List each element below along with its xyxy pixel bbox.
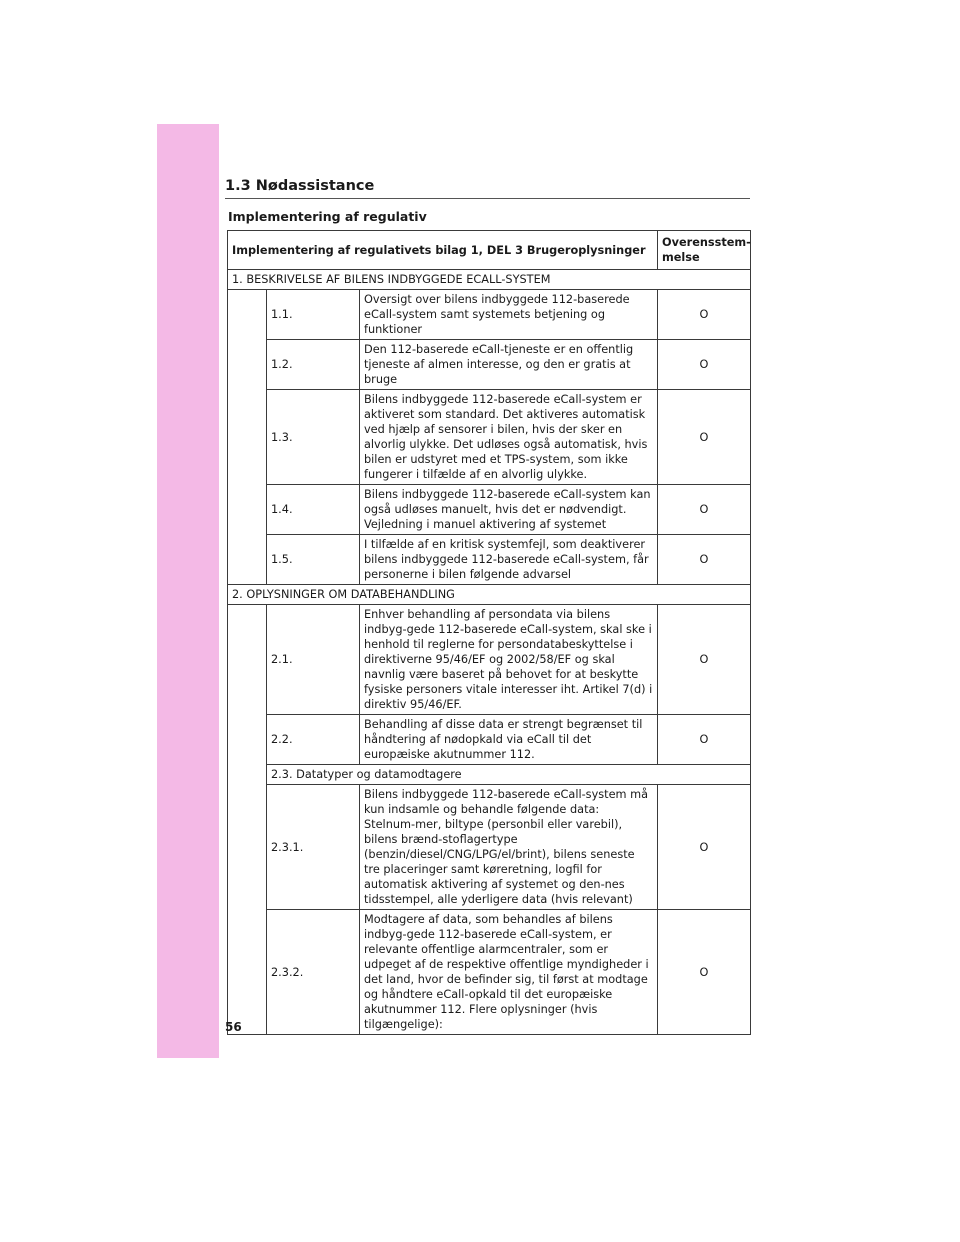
row-compliance: O — [658, 290, 751, 340]
section-2-heading: 2. OPLYSNINGER OM DATABEHANDLING — [228, 585, 751, 605]
table-row — [228, 390, 751, 485]
row-number: 1.3. — [267, 390, 360, 485]
row-number: 1.5. — [267, 535, 360, 585]
table-row — [228, 340, 751, 390]
row-text: I tilfælde af en kritisk systemfejl, som deaktiverer bilens indbyggede 112-baserede eCall-system, får personerne i bilen følgende advarsel — [360, 535, 658, 585]
row-number: 1.4. — [267, 485, 360, 535]
row-compliance: O — [658, 485, 751, 535]
table-row — [228, 910, 751, 1035]
table-row — [228, 485, 751, 535]
indent-cell — [228, 290, 267, 585]
table-row — [228, 290, 751, 340]
row-text: Den 112-baserede eCall-tjeneste er en offentlig tjeneste af almen interesse, og den er gratis at bruge — [360, 340, 658, 390]
table-row — [228, 785, 751, 910]
row-compliance: O — [658, 535, 751, 585]
indent-cell — [228, 605, 267, 1035]
row-text: Bilens indbyggede 112-baserede eCall-system må kun indsamle og behandle følgende data: Stelnum-mer, biltype (personbil eller varebil), bilens brænd-stoflagertype (benzin/diesel/CNG/LPG/el/brint), bilens seneste tre placeringer samt køreretning, logfil for automatisk aktivering af systemet og den-nes tidsstempel, alle yderligere data (hvis relevant) — [360, 785, 658, 910]
section-heading-row — [228, 585, 751, 605]
row-compliance: O — [658, 605, 751, 715]
subsection-heading: 2.3. Datatyper og datamodtagere — [267, 765, 751, 785]
row-text: Modtagere af data, som behandles af bilens indbyg-gede 112-baserede eCall-system, er relevante offentlige alarmcentraler, som er udpeget af de respektive offentlige myndigheder i det land, hvor de befinder sig, til først at modtage og håndtere eCall-opkald til det europæiske akutnummer 112. Flere oplysninger (hvis tilgængelige): — [360, 910, 658, 1035]
row-text: Bilens indbyggede 112-baserede eCall-system kan også udløses manuelt, hvis det er nødvendigt. Vejledning i manuel aktivering af systemet — [360, 485, 658, 535]
row-text: Enhver behandling af persondata via bilens indbyg-gede 112-baserede eCall-system, skal ske i henhold til reglerne for persondatabeskyttelse i direktiverne 95/46/EF og 2002/58/EF og skal navnlig være baseret på behovet for at beskytte fysiske personers vitale interesser iht. Artikel 7(d) i direktiv 95/46/EF. — [360, 605, 658, 715]
table-row — [228, 715, 751, 765]
subheading: Implementering af regulativ — [228, 209, 427, 224]
row-number: 1.1. — [267, 290, 360, 340]
row-compliance: O — [658, 715, 751, 765]
row-compliance: O — [658, 785, 751, 910]
row-compliance: O — [658, 390, 751, 485]
row-number: 2.3.2. — [267, 910, 360, 1035]
subsection-heading-row — [228, 765, 751, 785]
section-1-heading: 1. BESKRIVELSE AF BILENS INDBYGGEDE ECALL-SYSTEM — [228, 270, 751, 290]
row-compliance: O — [658, 340, 751, 390]
row-number: 2.3.1. — [267, 785, 360, 910]
regulation-table — [227, 230, 751, 1035]
section-title: 1.3 Nødassistance — [225, 178, 750, 199]
header-title: Implementering af regulativets bilag 1, DEL 3 Brugeroplysninger — [228, 231, 658, 270]
side-color-band — [157, 124, 219, 1058]
section-heading-row — [228, 270, 751, 290]
table-header-row — [228, 231, 751, 270]
row-text: Oversigt over bilens indbyggede 112-baserede eCall-system samt systemets betjening og funktioner — [360, 290, 658, 340]
row-number: 1.2. — [267, 340, 360, 390]
row-text: Behandling af disse data er strengt begrænset til håndtering af nødopkald via eCall til det europæiske akutnummer 112. — [360, 715, 658, 765]
row-compliance: O — [658, 910, 751, 1035]
table-row — [228, 605, 751, 715]
row-text: Bilens indbyggede 112-baserede eCall-system er aktiveret som standard. Det aktiveres automatisk ved hjælp af sensorer i bilen, hvis der sker en alvorlig ulykke. Det udløses også automatisk, hvis bilen er udstyret med et TPS-system, som ikke fungerer i tilfælde af en alvorlig ulykke. — [360, 390, 658, 485]
page-number: 56 — [225, 1020, 242, 1034]
row-number: 2.1. — [267, 605, 360, 715]
table-row — [228, 535, 751, 585]
header-compliance: Overensstem-melse — [658, 231, 751, 270]
row-number: 2.2. — [267, 715, 360, 765]
